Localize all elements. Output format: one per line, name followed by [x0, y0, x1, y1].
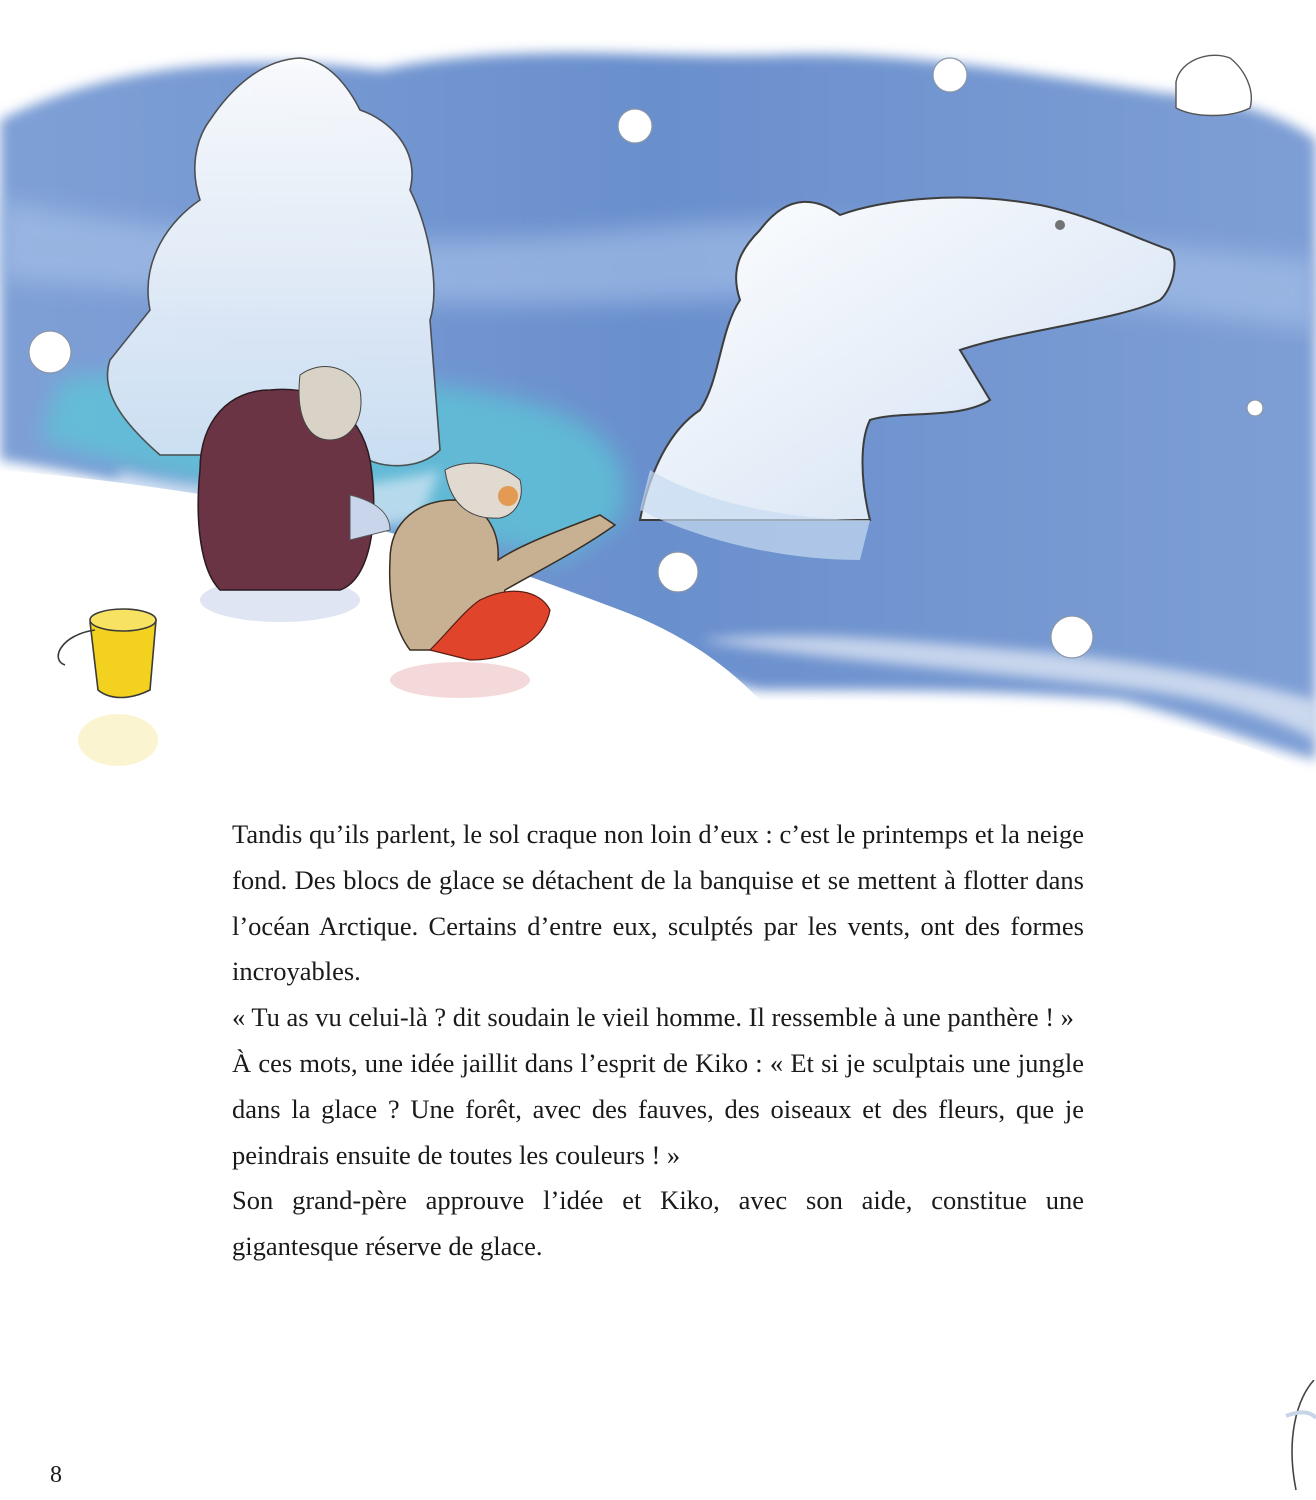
- paragraph-1: Tandis qu’ils parlent, le sol craque non loin d’eux : c’est le printemps et la neige fond. Des blocs de glace se détachent de la banquise et se mettent à flotter dans l’océan Arctique. Certains d’entre eux, sculptés par les vents, ont des formes incroyables.: [232, 819, 1084, 987]
- paragraph-4: Son grand-père approuve l’idée et Kiko, avec son aide, constitue une gigantesque réserve de glace.: [232, 1185, 1084, 1262]
- corner-sketch-icon: [1256, 1380, 1316, 1500]
- page-number: 8: [50, 1462, 62, 1488]
- paragraph-3: À ces mots, une idée jaillit dans l’esprit de Kiko : « Et si je sculptais une jungle dans la glace ? Une forêt, avec des fauves, des oiseaux et des fleurs, que je peindrais ensuite de toutes les couleurs ! »: [232, 1047, 1084, 1170]
- story-text: [232, 812, 1084, 1270]
- paragraph-2: « Tu as vu celui-là ? dit soudain le vieil homme. Il ressemble à une panthère ! »: [232, 1002, 1074, 1033]
